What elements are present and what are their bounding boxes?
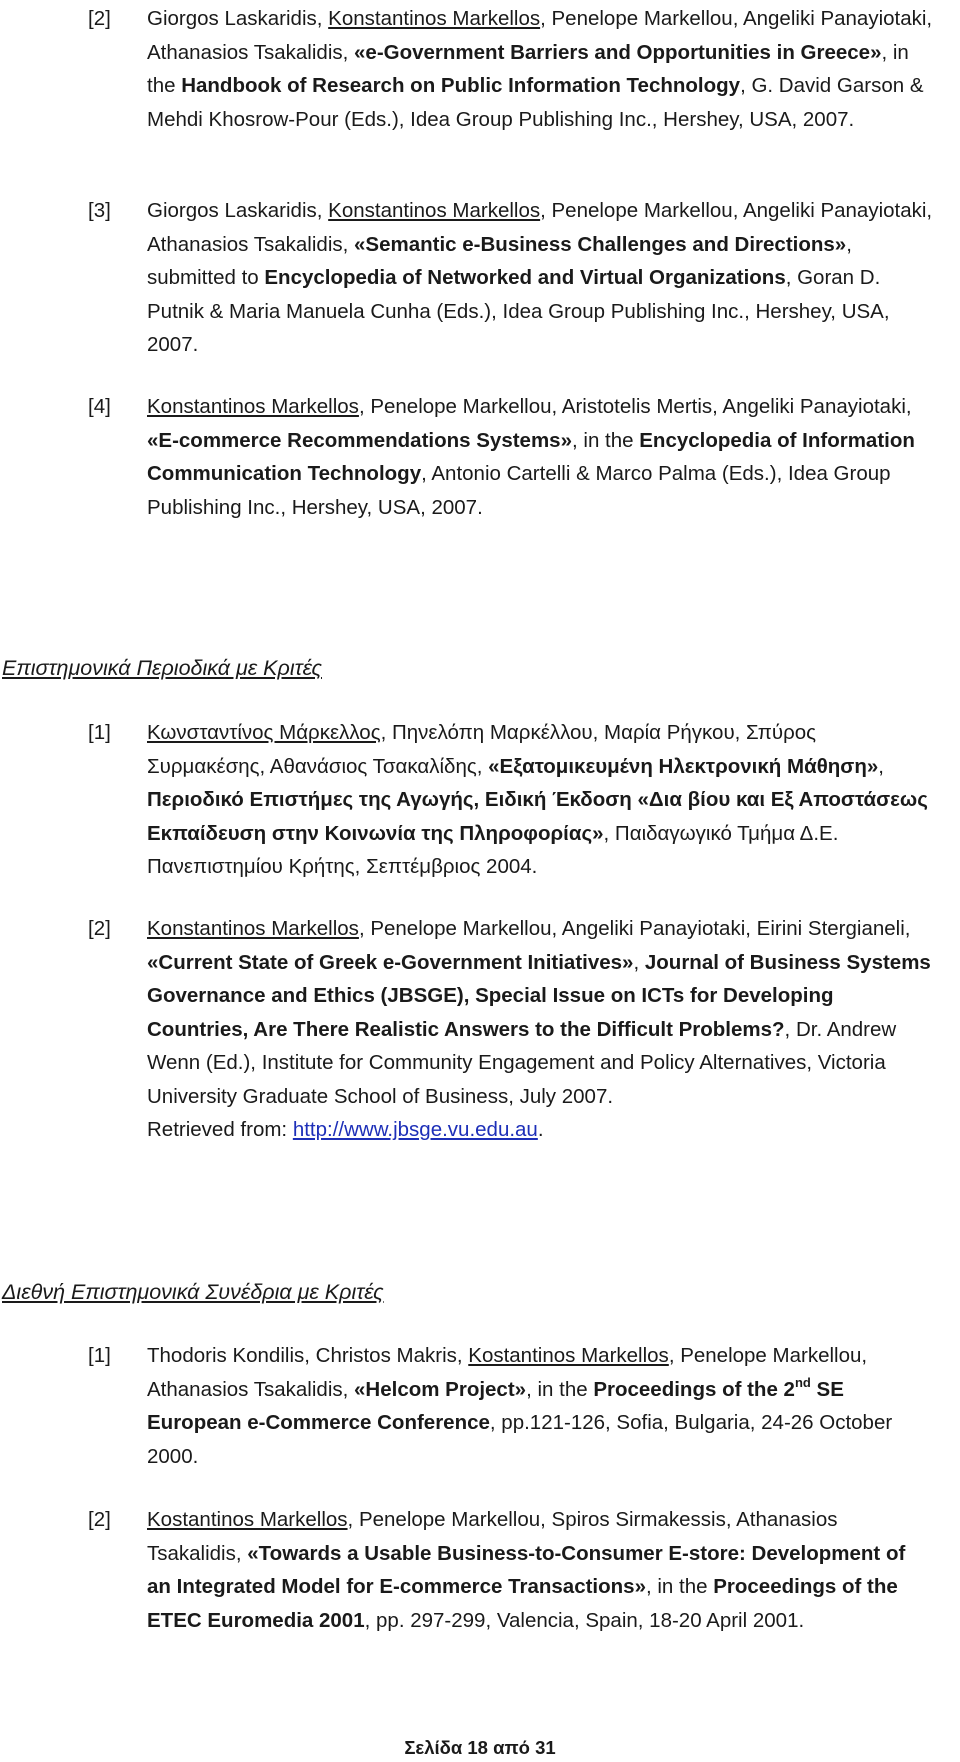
bold-title: Handbook of Research on Public Information Technology: [181, 74, 741, 97]
reference-segment: .: [537, 1118, 544, 1141]
author-highlight: Kostantinos Markellos: [468, 1344, 669, 1367]
bold-title: Proceedings of the ETEC Euromedia 2001: [147, 1575, 898, 1632]
reference-text: [147, 194, 934, 362]
reference-segment: , Penelope Markellou, Angeliki Panayiotaki, Athanasios Tsakalidis,: [147, 199, 933, 256]
reference-segment: Giorgos Laskaridis,: [147, 7, 329, 30]
bold-title: «Helcom Project»: [354, 1377, 527, 1401]
section-heading-conferences: Διεθνή Επιστημονικά Συνέδρια με Κριτές: [2, 1280, 384, 1304]
reference-segment: ,: [633, 950, 645, 974]
ordinal-superscript: nd: [794, 1374, 811, 1390]
reference-segment: , Penelope Markellou, Athanasios Tsakalidis,: [147, 1344, 868, 1401]
author-highlight: Kostantinos Markellos: [147, 1508, 348, 1531]
page-number-footer: Σελίδα 18 από 31: [404, 1737, 556, 1758]
reference-segment: , Πηνελόπη Μαρκέλλου, Μαρία Ρήγκου, Σπύρος Συρμακέσης, Αθανάσιος Τσακαλίδης,: [147, 721, 817, 778]
bold-title: «Towards a Usable Business-to-Consumer E-store: Development of an Integrated Model for E-commerce Transactions»: [147, 1541, 906, 1598]
reference-number: [4]: [88, 395, 111, 418]
bold-title: «e-Government Barriers and Opportunities in Greece»: [354, 40, 882, 64]
reference-segment: , in the: [645, 1575, 714, 1598]
author-highlight: Konstantinos Markellos: [328, 7, 541, 30]
reference-number: [1]: [88, 721, 111, 744]
reference-segment: , pp. 297-299, Valencia, Spain, 18-20 April 2001.: [364, 1608, 805, 1632]
reference-segment: , Penelope Markellou, Angeliki Panayiotaki, Eirini Stergianeli,: [358, 917, 911, 940]
section-heading-journals: Επιστημονικά Περιοδικά με Κριτές: [2, 656, 322, 680]
reference-number: [1]: [88, 1344, 111, 1367]
author-highlight: Konstantinos Markellos: [328, 199, 541, 222]
reference-number: [3]: [88, 199, 111, 222]
reference-segment: , pp.121-126, Sofia, Bulgaria, 24-26 October 2000.: [147, 1411, 893, 1468]
reference-segment: , in the: [526, 1377, 594, 1401]
reference-number: [2]: [88, 1508, 111, 1531]
bold-title: Encyclopedia of Information Communication Technology: [147, 428, 915, 485]
reference-segment: , Dr. Andrew Wenn (Ed.), Institute for Community Engagement and Policy Alternatives, Victoria University Graduate School of Business, July 2007.: [147, 1017, 897, 1108]
reference-segment: , in the: [147, 40, 909, 97]
reference-segment: ,: [878, 754, 884, 778]
bold-title: Journal of Business Systems Governance and Ethics (JBSGE), Special Issue on ICTs for Developing Countries, Are There Realistic Answers to the Difficult Problems?: [147, 950, 931, 1041]
reference-segment: , Penelope Markellou, Angeliki Panayiotaki, Athanasios Tsakalidis,: [147, 7, 933, 64]
reference-segment: , Antonio Cartelli & Marco Palma (Eds.), Idea Group Publishing Inc., Hershey, USA, 2007.: [147, 462, 891, 519]
bold-title: Encyclopedia of Networked and Virtual Organizations: [264, 266, 786, 289]
bold-title: «Current State of Greek e-Government Initiatives»: [147, 950, 634, 974]
reference-segment: , Goran D. Putnik & Maria Manuela Cunha (Eds.), Idea Group Publishing Inc., Hershey, USA, 2007.: [147, 266, 890, 356]
reference-segment: , in the: [572, 428, 640, 452]
reference-text: [147, 2, 934, 136]
reference-segment: Giorgos Laskaridis,: [147, 199, 329, 222]
author-highlight: Κωνσταντίνος Μάρκελλος: [147, 721, 381, 744]
reference-number: [2]: [88, 7, 111, 30]
reference-text: [147, 1503, 934, 1637]
bold-title: SE European e-Commerce Conference: [147, 1377, 844, 1434]
author-highlight: Konstantinos Markellos: [147, 395, 359, 418]
reference-number: [2]: [88, 917, 111, 940]
reference-text: [147, 716, 934, 884]
reference-text: [147, 390, 934, 524]
reference-segment: , Penelope Markellou, Aristotelis Mertis, Angeliki Panayiotaki,: [358, 395, 912, 418]
reference-segment: Thodoris Kondilis, Christos Makris,: [147, 1344, 469, 1367]
bold-title: «Semantic e-Business Challenges and Directions»: [354, 232, 847, 256]
reference-segment: , submitted to: [147, 232, 852, 289]
url-link[interactable]: http://www.jbsge.vu.edu.au: [292, 1118, 538, 1141]
reference-segment: Retrieved from:: [147, 1118, 293, 1141]
reference-segment: , Penelope Markellou, Spiros Sirmakessis, Athanasios Tsakalidis,: [147, 1508, 838, 1565]
author-highlight: Konstantinos Markellos: [147, 917, 359, 940]
reference-text: [147, 912, 934, 1147]
reference-segment: , G. David Garson & Mehdi Khosrow-Pour (Eds.), Idea Group Publishing Inc., Hershey, USA, 2007.: [147, 74, 924, 131]
bold-title: «Εξατομικευμένη Ηλεκτρονική Μάθηση»: [488, 754, 879, 778]
bold-title: «E-commerce Recommendations Systems»: [147, 428, 572, 452]
bold-title: Περιοδικό Επιστήμες της Αγωγής, Ειδική Έκδοση «Δια βίου και Εξ Αποστάσεως Εκπαίδευση στην Κοινωνία της Πληροφορίας»: [147, 788, 928, 845]
reference-text: [147, 1339, 934, 1473]
reference-segment: , Παιδαγωγικό Τμήμα Δ.Ε. Πανεπιστημίου Κρήτης, Σεπτέμβριος 2004.: [147, 821, 839, 878]
bold-title: Proceedings of the 2: [593, 1377, 795, 1401]
